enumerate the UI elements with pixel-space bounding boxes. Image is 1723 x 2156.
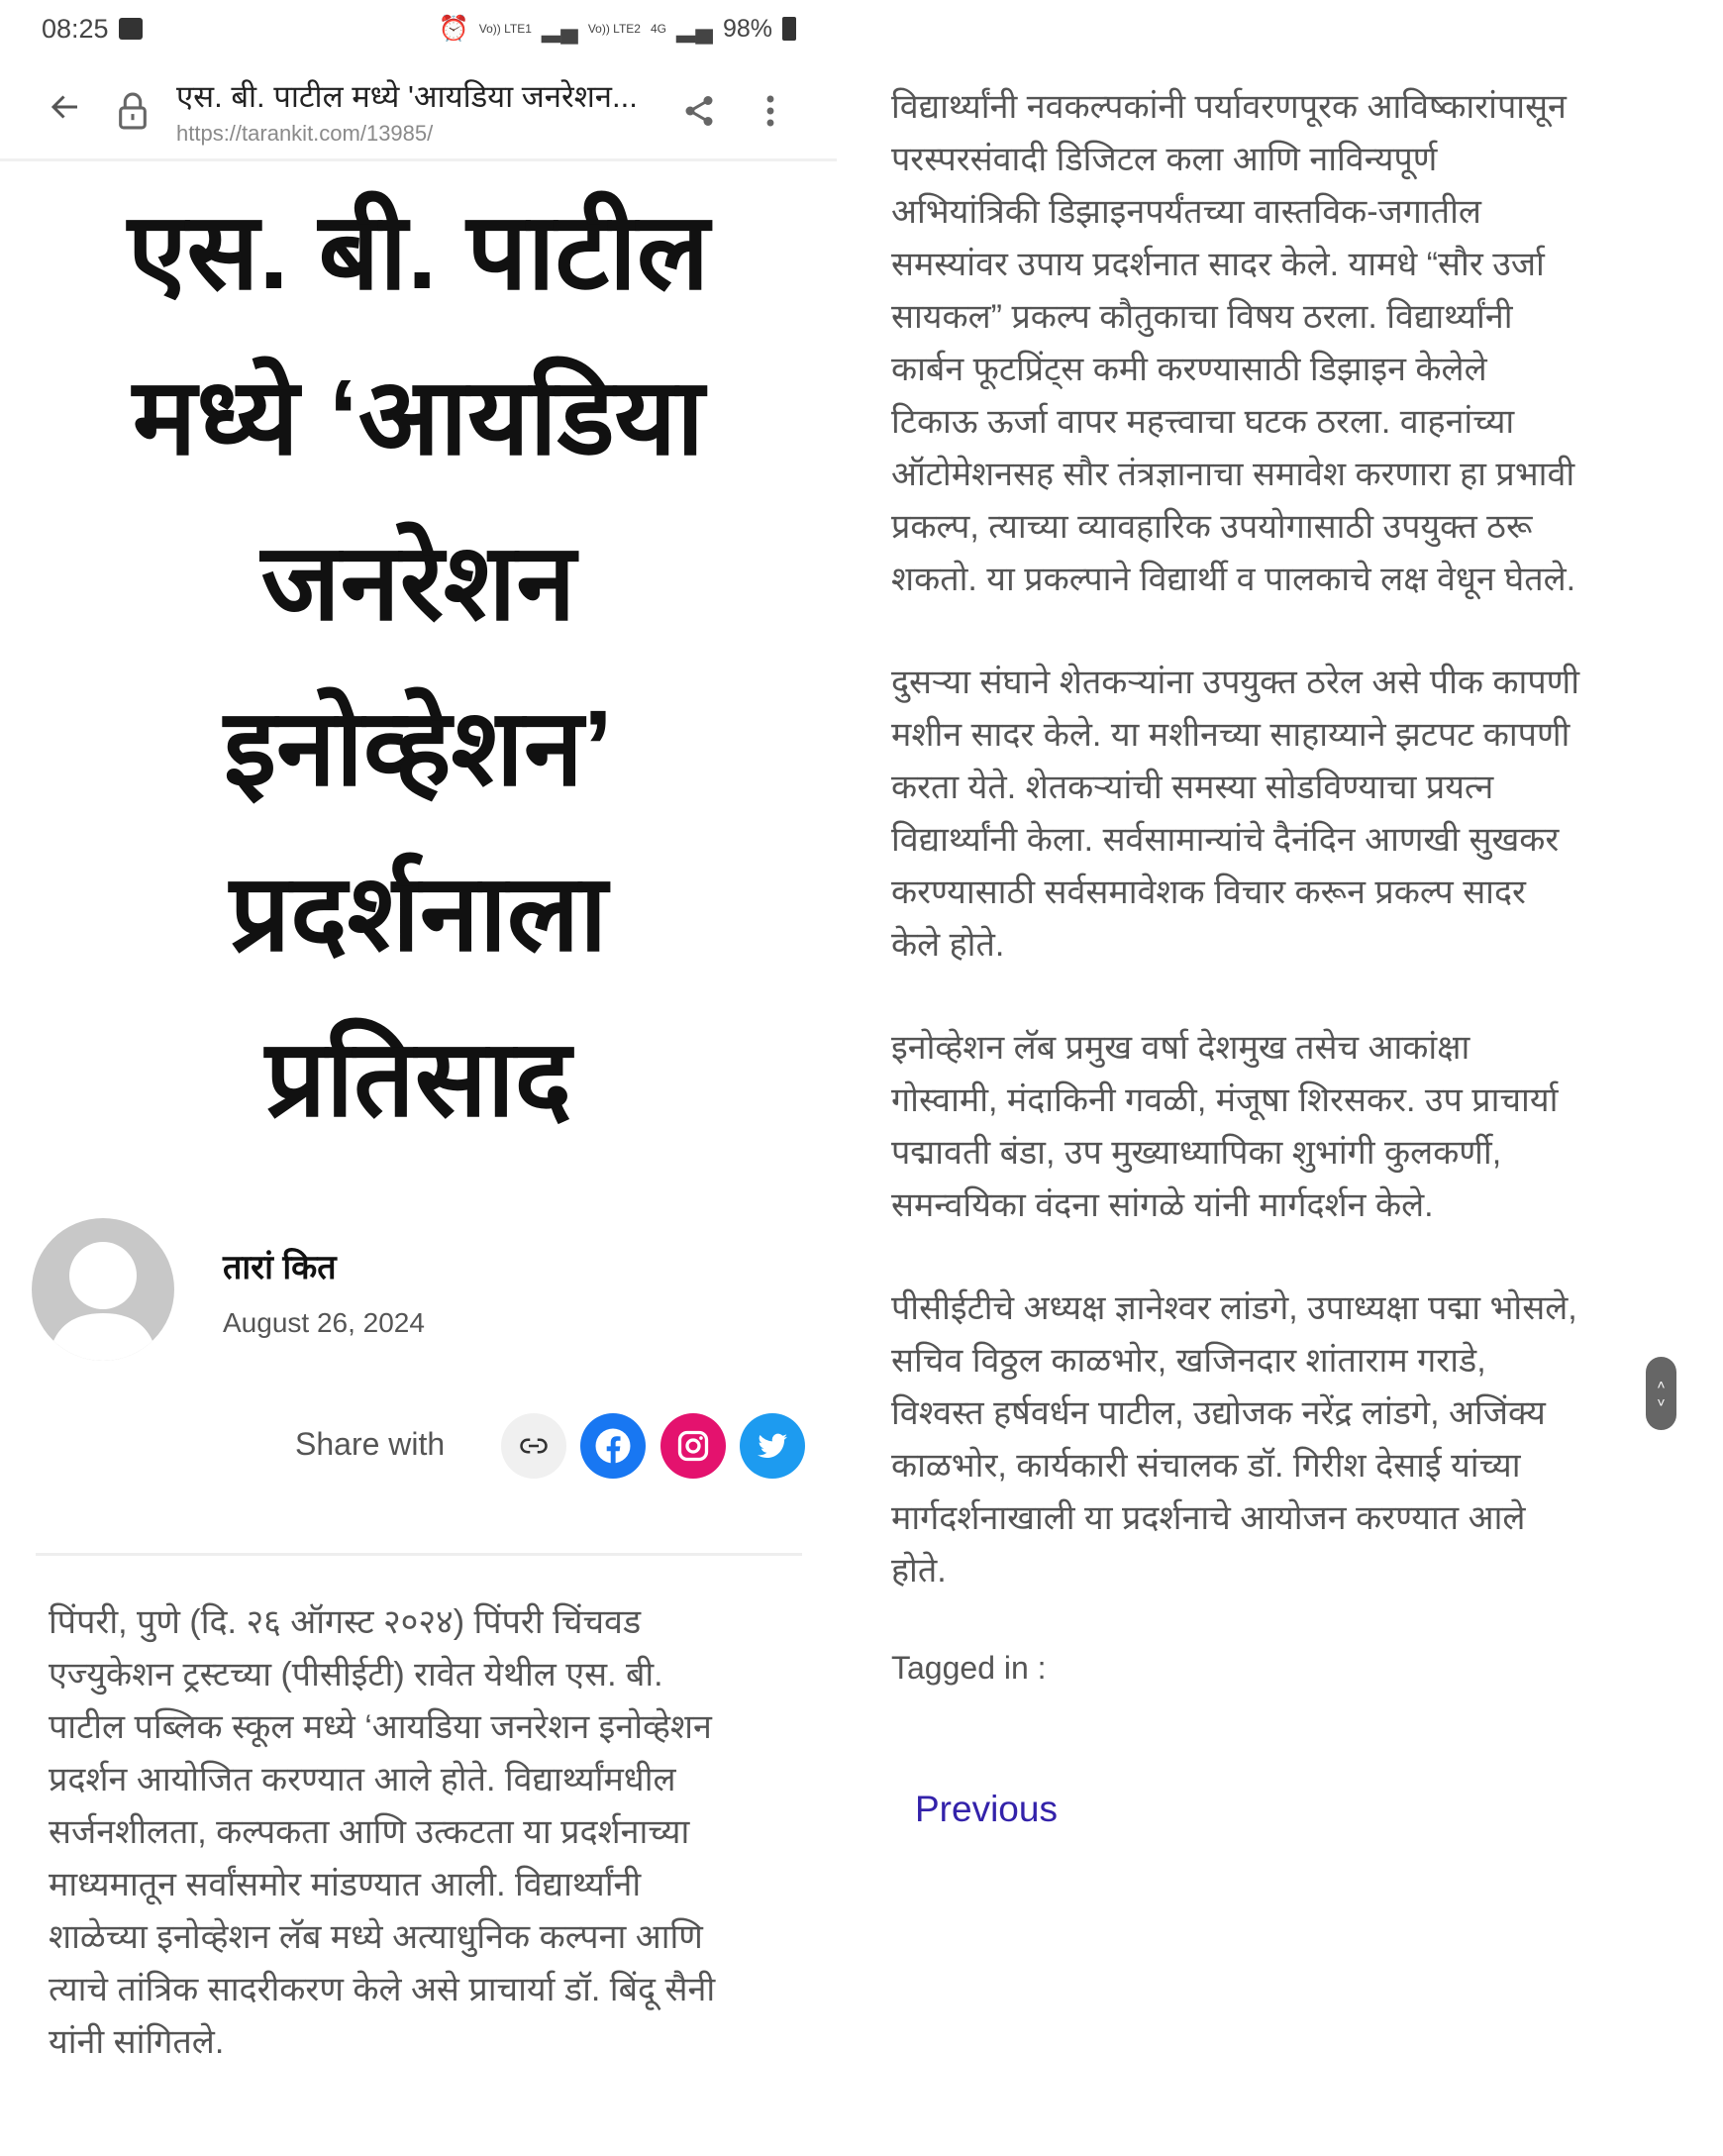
instagram-share-button[interactable] — [660, 1413, 726, 1479]
twitter-share-button[interactable] — [740, 1413, 805, 1479]
status-time: 08:25 — [42, 14, 109, 44]
share-icon[interactable] — [681, 93, 717, 134]
paragraph-line: टिकाऊ ऊर्जा वापर महत्त्वाचा घटक ठरला. वाहनांच्या — [891, 403, 1515, 441]
paragraph-line: मार्गदर्शनाखाली या प्रदर्शनाचे आयोजन करण्यात आले — [891, 1499, 1526, 1537]
paragraph-line: माध्यमातून सर्वांसमोर मांडण्यात आली. विद्यार्थ्यांनी — [49, 1866, 642, 1903]
paragraph — [49, 1596, 715, 2069]
instagram-icon — [675, 1428, 711, 1464]
headline-line: प्रतिसाद — [264, 1018, 572, 1138]
headline-line: इनोव्हेशन’ — [224, 687, 613, 807]
page-title[interactable]: एस. बी. पाटील मध्ये 'आयडिया जनरेशन... — [176, 79, 638, 114]
chevron-down-icon: ˅ — [1657, 1394, 1666, 1410]
alarm-icon: ⏰ — [438, 14, 469, 43]
twitter-icon — [755, 1428, 790, 1464]
status-icons — [439, 14, 796, 44]
divider — [0, 158, 837, 161]
article-headline — [0, 168, 837, 1161]
paragraph-line: मशीन सादर केले. या मशीनच्या साहाय्याने झटपट कापणी — [891, 716, 1571, 754]
paragraph-line: दुसऱ्या संघाने शेतकऱ्यांना उपयुक्त ठरेल असे पीक कापणी — [891, 664, 1580, 701]
paragraph-line: होते. — [891, 1552, 947, 1590]
paragraph-line: यांनी सांगितले. — [49, 2023, 225, 2061]
paragraph-line: कार्बन फूटप्रिंट्स कमी करण्यासाठी डिझाइन केलेले — [891, 351, 1487, 388]
paragraph-line: पीसीईटीचे अध्यक्ष ज्ञानेश्वर लांडगे, उपाध्यक्षा पद्मा भोसले, — [891, 1289, 1577, 1327]
paragraph-line: करता येते. शेतकऱ्यांची समस्या सोडविण्याचा प्रयत्न — [891, 769, 1494, 806]
paragraph-line: समन्वयिका वंदना सांगळे यांनी मार्गदर्शन केले. — [891, 1186, 1434, 1224]
paragraph-line: परस्परसंवादी डिजिटल कला आणि नाविन्यपूर्ण — [891, 141, 1438, 178]
paragraph-line: विद्यार्थ्यांनी नवकल्पकांनी पर्यावरणपूरक आविष्कारांपासून — [891, 88, 1567, 126]
lock-icon[interactable] — [117, 91, 149, 136]
chevron-up-icon: ˄ — [1657, 1377, 1666, 1392]
paragraph — [891, 1283, 1579, 1597]
author-name[interactable]: तारां कित — [223, 1249, 337, 1286]
sim2-label: Vo)) LTE2 — [587, 22, 641, 36]
article-body-right — [891, 81, 1579, 1648]
tagged-in-label: Tagged in : — [891, 1650, 1047, 1686]
paragraph-line: पद्मावती बंडा, उप मुख्याध्यापिका शुभांगी कुलकर्णी, — [891, 1134, 1502, 1172]
paragraph-line: गोस्वामी, मंदाकिनी गवळी, मंजूषा शिरसकर. उप प्राचार्या — [891, 1081, 1559, 1119]
page-url[interactable]: https://tarankit.com/13985/ — [176, 121, 434, 146]
copy-link-button[interactable] — [501, 1413, 566, 1479]
facebook-share-button[interactable] — [580, 1413, 646, 1479]
paragraph-line: शकतो. या प्रकल्पाने विद्यार्थी व पालकाचे लक्ष वेधून घेतले. — [891, 561, 1576, 598]
gallery-notification-icon — [119, 18, 143, 40]
headline-line: मध्ये ‘आयडिया — [132, 357, 705, 476]
paragraph-line: केले होते. — [891, 926, 1005, 964]
previous-post-link[interactable]: Previous — [915, 1789, 1058, 1829]
paragraph-line: विद्यार्थ्यांनी केला. सर्वसामान्यांचे दैनंदिन आणखी सुखकर — [891, 821, 1560, 859]
network-label: 4G — [650, 22, 666, 36]
share-label: Share with — [295, 1426, 446, 1462]
signal-icon: ▂▄ — [676, 15, 713, 43]
paragraph-line: सर्जनशीलता, कल्पकता आणि उत्कटता या प्रदर्शनाच्या — [49, 1813, 690, 1851]
paragraph-line: पिंपरी, पुणे (दि. २६ ऑगस्ट २०२४) पिंपरी चिंचवड — [49, 1603, 642, 1641]
headline-line: एस. बी. पाटील — [127, 191, 710, 311]
facebook-icon — [592, 1425, 634, 1467]
paragraph-line: सचिव विठ्ठल काळभोर, खजिनदार शांताराम गराडे, — [891, 1342, 1486, 1380]
paragraph — [891, 1022, 1579, 1232]
paragraph-line: काळभोर, कार्यकारी संचालक डॉ. गिरीश देसाई यांच्या — [891, 1447, 1521, 1485]
paragraph-line: त्याचे तांत्रिक सादरीकरण केले असे प्राचार्या डॉ. बिंदू सैनी — [49, 1971, 716, 2008]
paragraph-line: ऑटोमेशनसह सौर तंत्रज्ञानाचा समावेश करणारा हा प्रभावी — [891, 456, 1575, 493]
paragraph-line: पाटील पब्लिक स्कूल मध्ये ‘आयडिया जनरेशन इनोव्हेशन — [49, 1708, 712, 1746]
paragraph-line: प्रकल्प, त्याच्या व्यावहारिक उपयोगासाठी उपयुक्त ठरू — [891, 508, 1533, 546]
battery-icon — [782, 17, 796, 41]
paragraph-line: एज्युकेशन ट्रस्टच्या (पीसीईटी) रावेत येथील एस. बी. — [49, 1656, 663, 1694]
paragraph-line: विश्वस्त हर्षवर्धन पाटील, उद्योजक नरेंद्र लांडगे, अजिंक्य — [891, 1394, 1546, 1432]
link-icon — [519, 1431, 549, 1461]
scroll-handle[interactable] — [1646, 1357, 1676, 1430]
paragraph-line: प्रदर्शन आयोजित करण्यात आले होते. विद्यार्थ्यांमधील — [49, 1761, 676, 1798]
paragraph — [891, 657, 1579, 972]
paragraph-line: शाळेच्या इनोव्हेशन लॅब मध्ये अत्याधुनिक कल्पना आणि — [49, 1918, 703, 1956]
paragraph — [891, 81, 1579, 606]
paragraph-line: अभियांत्रिकी डिझाइनपर्यंतच्या वास्तविक-जगातील — [891, 193, 1481, 231]
signal-icon: ▂▄ — [541, 15, 578, 43]
headline-line: जनरेशन — [260, 522, 576, 642]
paragraph-line: करण्यासाठी सर्वसमावेशक विचार करून प्रकल्प सादर — [891, 873, 1526, 911]
battery-percent: 98% — [722, 14, 772, 43]
sim1-label: Vo)) LTE1 — [478, 22, 532, 36]
publish-date: August 26, 2024 — [223, 1307, 425, 1338]
more-menu-icon[interactable] — [762, 93, 778, 134]
paragraph-line: सायकल” प्रकल्प कौतुकाचा विषय ठरला. विद्यार्थ्यांनी — [891, 298, 1513, 336]
back-arrow-icon[interactable] — [48, 89, 83, 130]
avatar[interactable] — [32, 1218, 174, 1361]
divider — [36, 1553, 802, 1556]
paragraph-line: इनोव्हेशन लॅब प्रमुख वर्षा देशमुख तसेच आकांक्षा — [891, 1029, 1470, 1067]
headline-line: प्रदर्शनाला — [229, 853, 608, 973]
article-body-left — [49, 1596, 715, 2069]
paragraph-line: समस्यांवर उपाय प्रदर्शनात सादर केले. यामधे “सौर उर्जा — [891, 246, 1545, 283]
